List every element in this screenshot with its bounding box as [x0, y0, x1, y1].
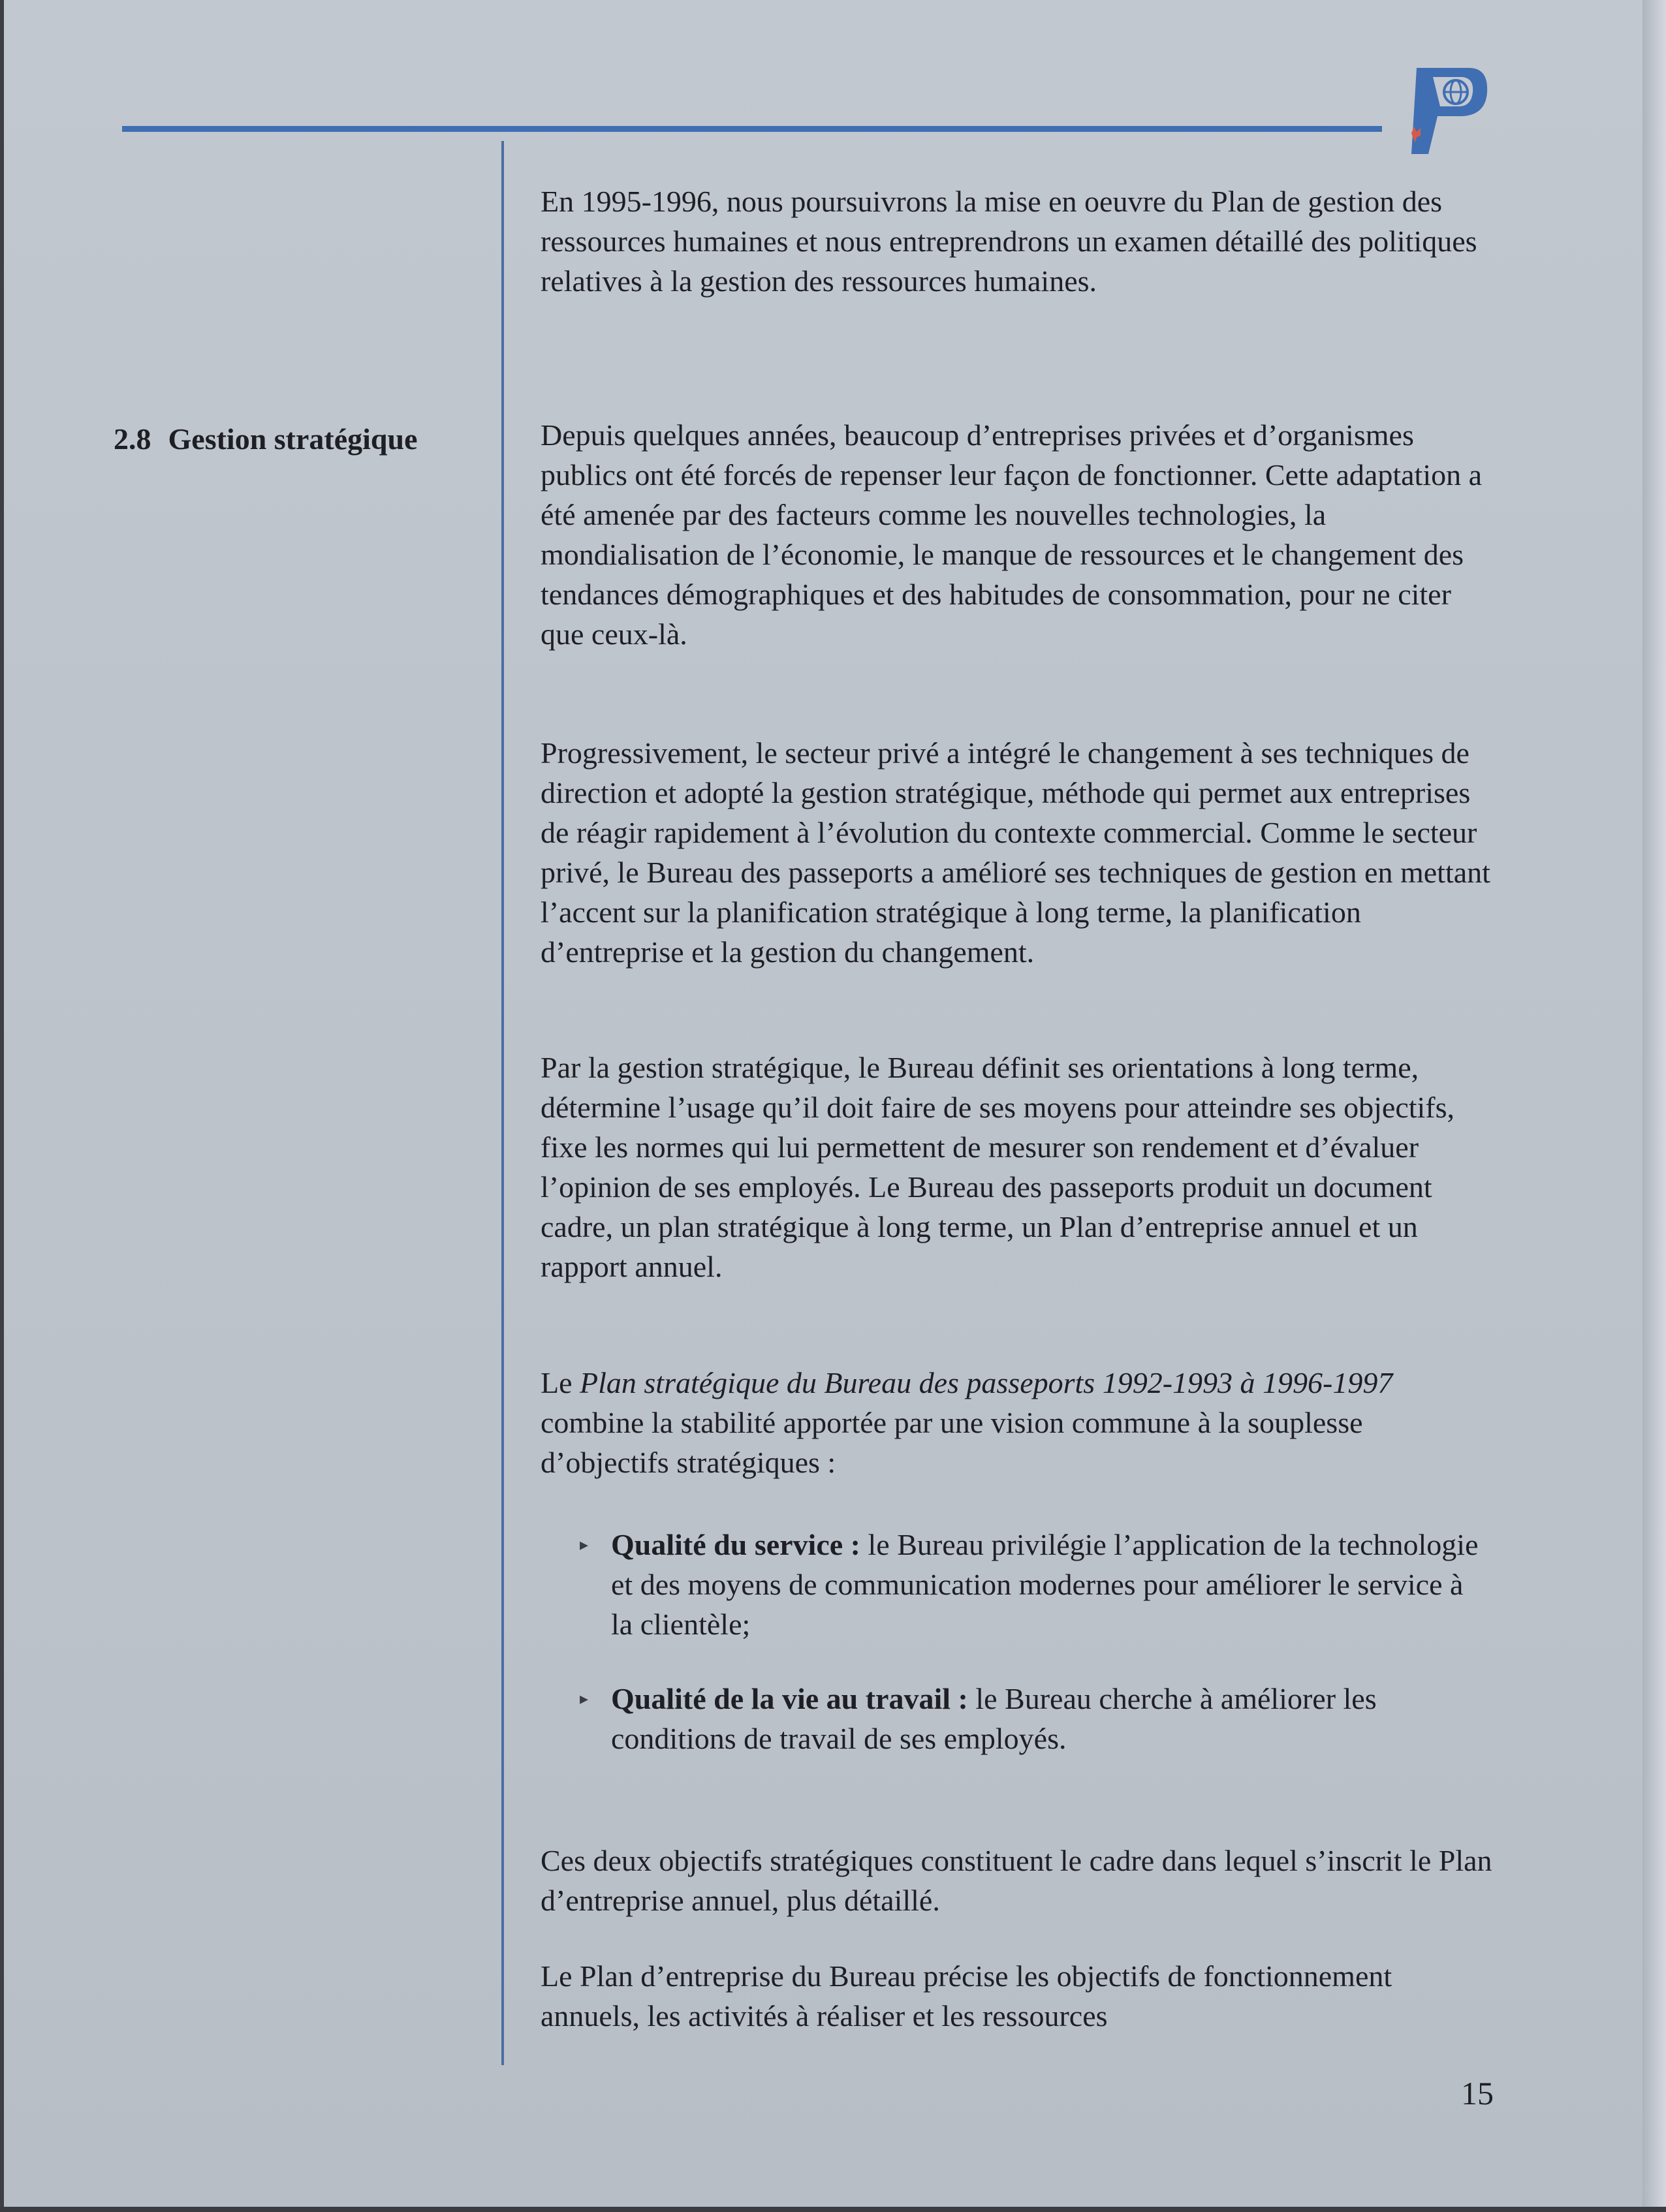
- paragraph-text: Le Plan d’entreprise du Bureau précise les objectifs de fonctionnement annuels, les activités à réaliser et les ressources: [541, 1959, 1392, 2033]
- paragraph-5: [541, 1841, 1494, 1920]
- column-divider: [501, 141, 504, 2065]
- bullet-item-worklife: [611, 1679, 1486, 1758]
- paragraph-text: Progressivement, le secteur privé a intégré le changement à ses techniques de direction et adopté la gestion stratégique, méthode qui permet aux entreprises de réagir rapidement à l’évolution du contexte commercial. Comme le secteur privé, le Bureau des passeports a amélioré ses techniques de gestion en mettant l’accent sur la planification stratégique à long terme, la planification d’entreprise et la gestion du changement.: [541, 736, 1490, 969]
- paragraph-text: En 1995-1996, nous poursuivrons la mise en oeuvre du Plan de gestion des ressources humaines et nous entreprendrons un examen détaillé des politiques relatives à la gestion des ressources humaines.: [541, 185, 1477, 298]
- passport-office-logo-icon: [1397, 56, 1495, 161]
- intro-paragraph: [541, 181, 1494, 301]
- bullet-marker-icon: ▸: [580, 1535, 589, 1554]
- bullet-item-service: [611, 1525, 1486, 1644]
- page-number: 15: [1461, 2075, 1494, 2111]
- bullet-text: le Bureau privilégie l’application de la technologie et des moyens de communication modernes pour améliorer le service à la clientèle;: [611, 1528, 1479, 1641]
- section-number: 2.8: [114, 422, 151, 456]
- page-edge-bottom: [0, 2207, 1666, 2212]
- bullet-marker-icon: ▸: [580, 1689, 589, 1708]
- paragraph-text: Par la gestion stratégique, le Bureau définit ses orientations à long terme, détermine l’usage qu’il doit faire de ses moyens pour atteindre ses objectifs, fixe les normes qui lui permettent de mesurer son rendement et d’évaluer l’opinion de ses employés. Le Bureau des passeports produit un document cadre, un plan stratégique à long terme, un Plan d’entreprise annuel et un rapport annuel.: [541, 1051, 1455, 1283]
- paragraph-suffix: combine la stabilité apportée par une vision commune à la souplesse d’objectifs stratégiques :: [541, 1406, 1363, 1479]
- paragraph-text: Ces deux objectifs stratégiques constituent le cadre dans lequel s’inscrit le Plan d’entreprise annuel, plus détaillé.: [541, 1844, 1492, 1917]
- paragraph-2: [541, 733, 1494, 972]
- bullet-label: Qualité du service :: [611, 1528, 860, 1561]
- bullet-label: Qualité de la vie au travail :: [611, 1682, 968, 1715]
- paragraph-text: Depuis quelques années, beaucoup d’entreprises privées et d’organismes publics ont été forcés de repenser leur façon de fonctionner. Cette adaptation a été amenée par des facteurs comme les nouvelles technologies, la mondialisation de l’économie, le manque de ressources et le changement des tendances démographiques et des habitudes de consommation, pour ne citer que ceux-là.: [541, 418, 1483, 651]
- page-edge-right: [1642, 0, 1666, 2212]
- page-edge-left: [0, 0, 4, 2212]
- bullet-text: le Bureau cherche à améliorer les conditions de travail de ses employés.: [611, 1682, 1377, 1755]
- paragraph-6: [541, 1956, 1494, 2036]
- document-title: Plan stratégique du Bureau des passeports 1992-1993 à 1996-1997: [580, 1366, 1393, 1399]
- paragraph-4: [541, 1363, 1494, 1482]
- paragraph-1: [541, 415, 1494, 654]
- paragraph-prefix: Le: [541, 1366, 580, 1399]
- section-heading: [114, 422, 418, 456]
- paragraph-3: [541, 1048, 1494, 1286]
- section-title: Gestion stratégique: [168, 422, 418, 456]
- header-rule: [122, 126, 1382, 132]
